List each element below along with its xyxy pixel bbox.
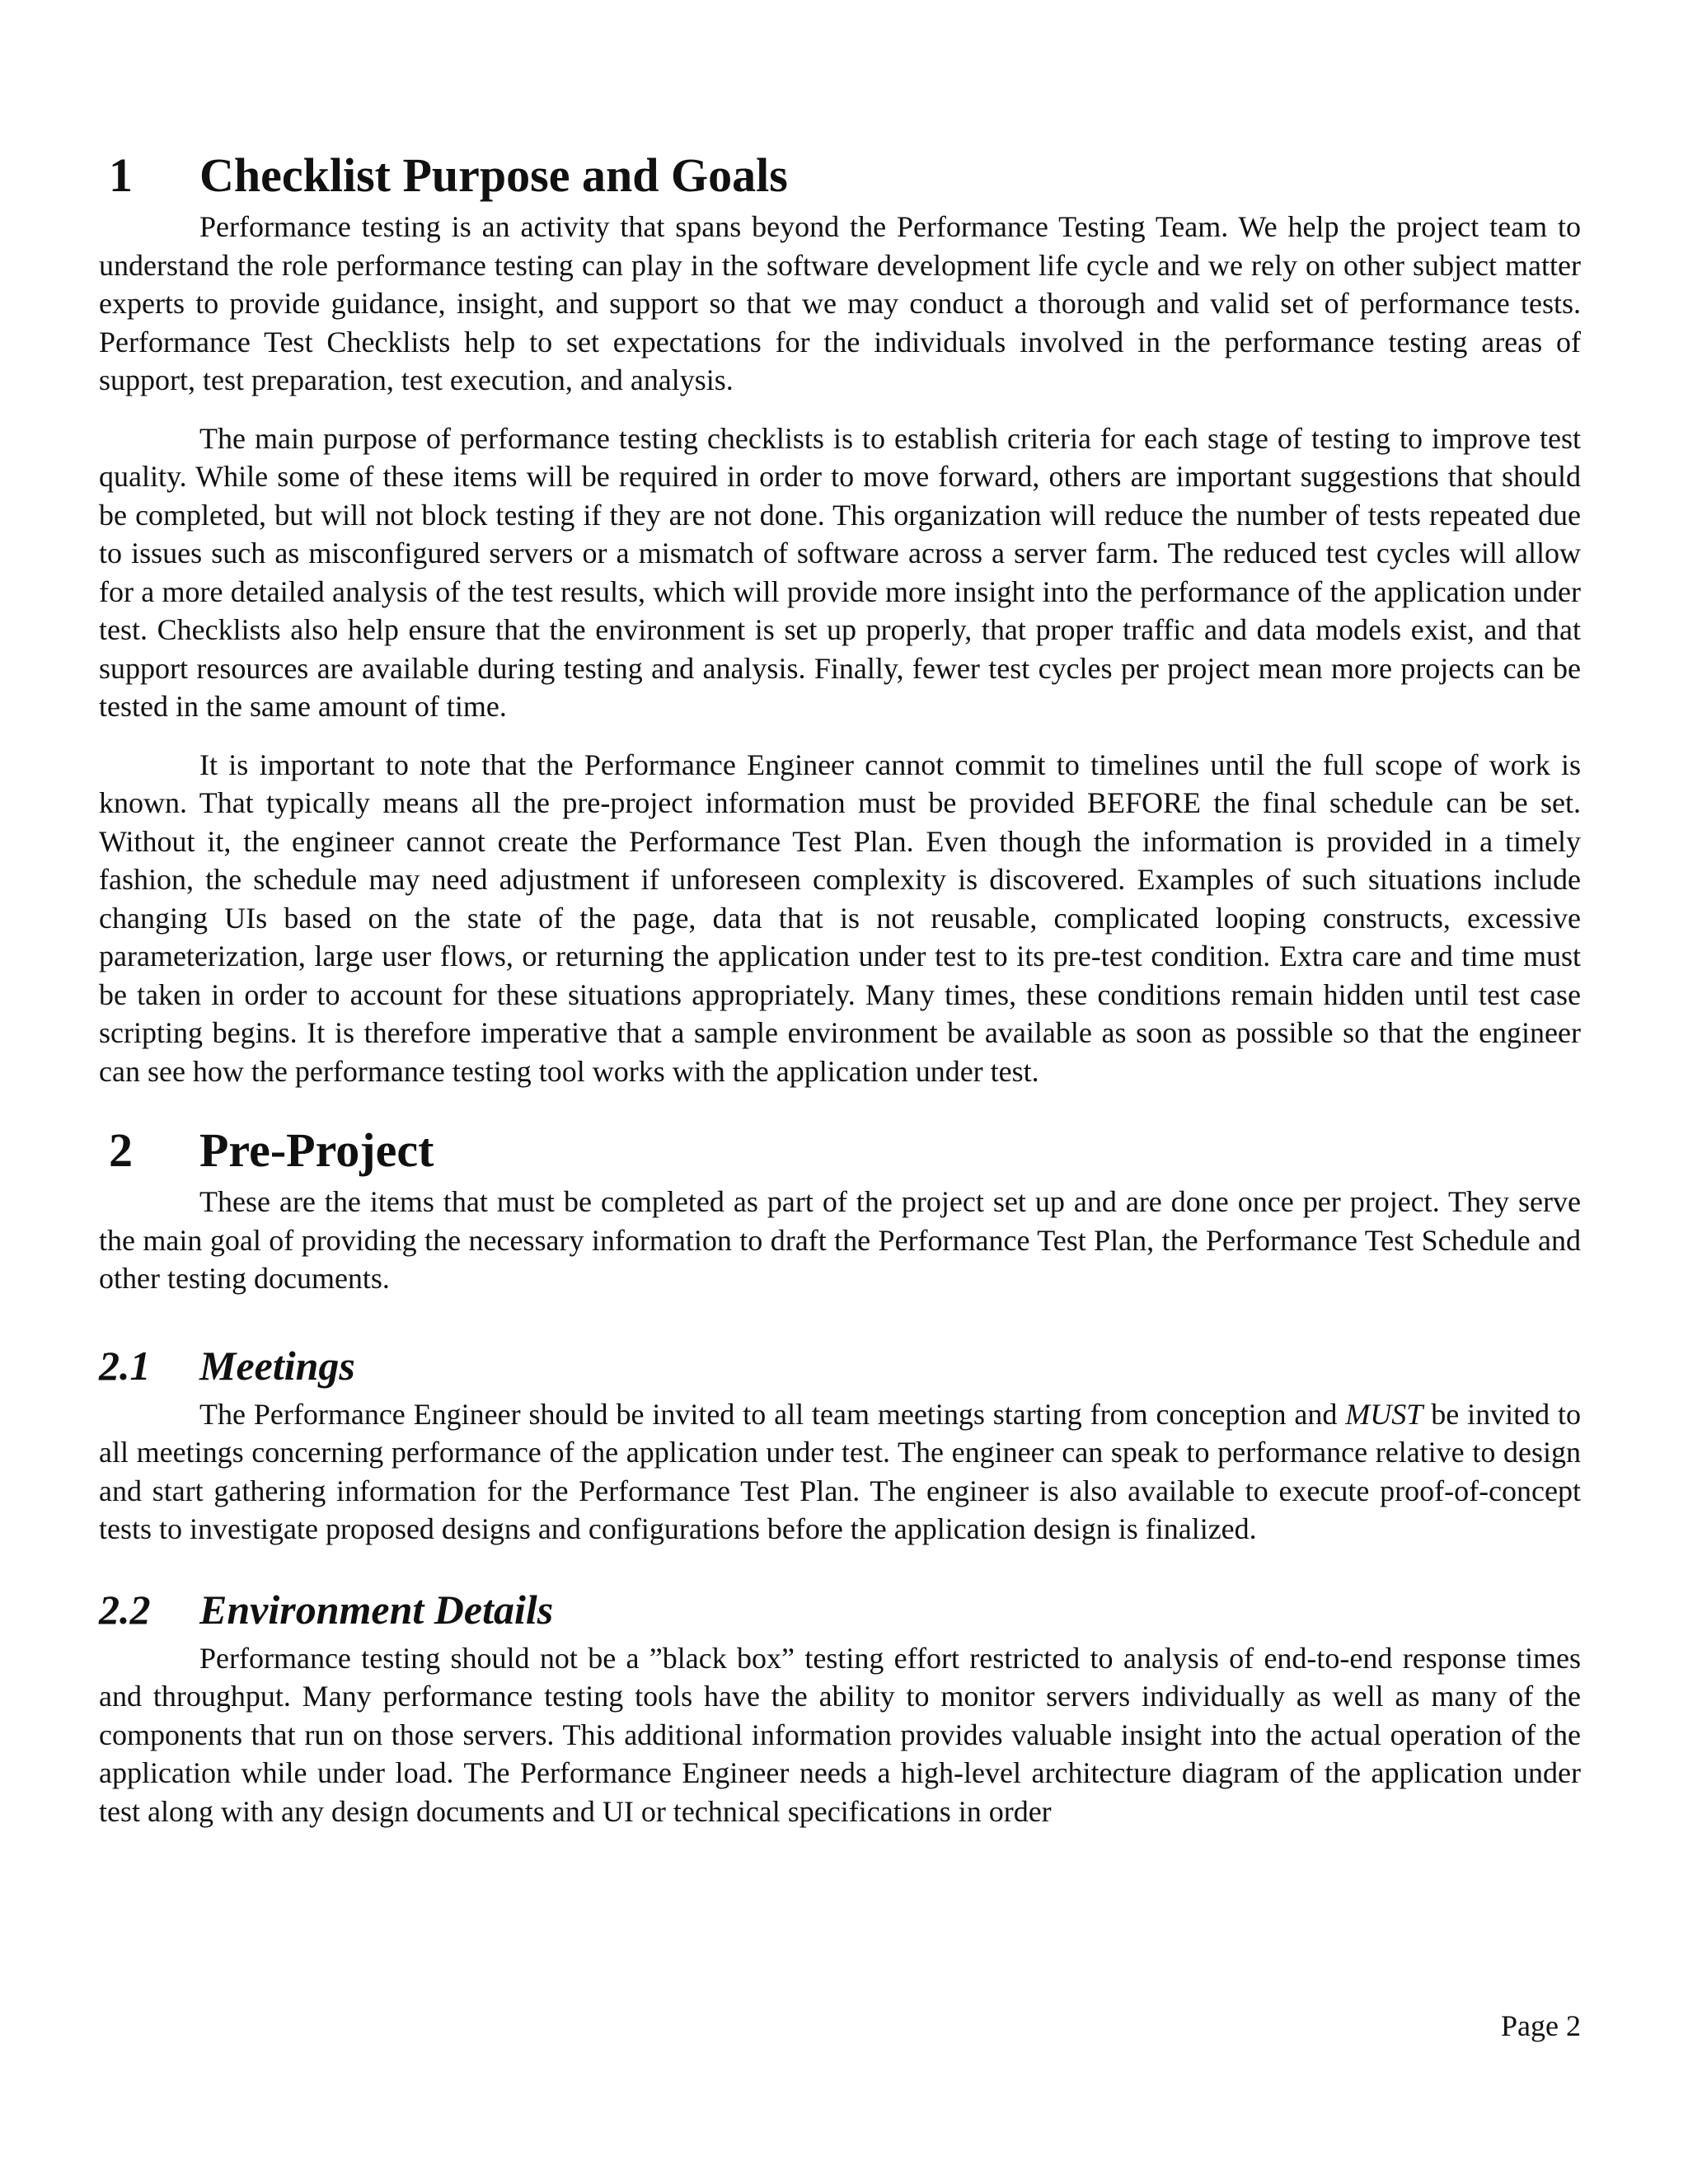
section-2-1-number: 2.1 [99,1342,151,1389]
section-2-1-heading [99,1341,1581,1390]
section-2-2-paragraph-1: Performance testing should not be a ”black box” testing effort restricted to analysis of end-to-end response times and throughput. Many performance testing tools have the ability to monitor servers individually as well as many of the components that run on those servers. This additional information provides valuable insight into the actual operation of the application while under load. The Performance Engineer needs a high-level architecture diagram of the application under test along with any design documents and UI or technical specifications in order [99,1641,1581,1828]
section-2-1-text-before: The Performance Engineer should be invited to all team meetings starting from conception and [199,1397,1346,1431]
section-2-1-paragraph-1 [99,1395,1581,1549]
page-number: Page 2 [1501,2009,1581,2042]
section-2-number: 2 [109,1123,133,1177]
section-2-paragraph-1: These are the items that must be completed as part of the project set up and are done once per project. They serve the main goal of providing the necessary information to draft the Performance Test Plan, the Performance Test Schedule and other testing documents. [99,1185,1581,1295]
section-1-paragraph-1: Performance testing is an activity that spans beyond the Performance Testing Team. We help the project team to understand the role performance testing can play in the software development life cycle and we rely on other subject matter experts to provide guidance, insight, and support so that we may conduct a thorough and valid set of performance tests. Performance Test Checklists help to set expectations for the individuals involved in the performance testing areas of support, test preparation, test execution, and analysis. [99,210,1581,396]
section-1-heading [99,148,1581,203]
section-2-1-title: Meetings [199,1342,355,1389]
section-2-2-number: 2.2 [99,1586,151,1633]
section-2-heading [99,1123,1581,1178]
document-page [99,148,1581,1830]
section-2-2-title: Environment Details [199,1586,554,1633]
section-2-1-emphasis: MUST [1345,1397,1423,1431]
section-2-1-text-after: be invited to all meetings concerning performance of the application under test. The engineer can speak to performance relative to design and start gathering information for the Performance Test Plan. The engineer is also available to execute proof-of-concept tests to investigate proposed designs and configurations before the application design is finalized. [99,1397,1581,1545]
section-1-title: Checklist Purpose and Goals [199,148,788,202]
section-2-title: Pre-Project [199,1123,434,1177]
section-1-number: 1 [109,148,133,202]
section-2-2-heading [99,1585,1581,1634]
section-1-paragraph-3: It is important to note that the Performance Engineer cannot commit to timelines until the full scope of work is known. That typically means all the pre-project information must be provided BEFORE the final schedule can be set. Without it, the engineer cannot create the Performance Test Plan. Even though the information is provided in a timely fashion, the schedule may need adjustment if unforeseen complexity is discovered. Examples of such situations include changing UIs based on the state of the page, data that is not reusable, complicated looping constructs, excessive parameterization, large user flows, or returning the application under test to its pre-test condition. Extra care and time must be taken in order to account for these situations appropriately. Many times, these conditions remain hidden until test case scripting begins. It is therefore imperative that a sample environment be available as soon as possible so that the engineer can see how the performance testing tool works with the application under test. [99,748,1581,1088]
section-1-paragraph-2: The main purpose of performance testing checklists is to establish criteria for each stage of testing to improve test quality. While some of these items will be required in order to move forward, others are important suggestions that should be completed, but will not block testing if they are not done. This organization will reduce the number of tests repeated due to issues such as misconfigured servers or a mismatch of software across a server farm. The reduced test cycles will allow for a more detailed analysis of the test results, which will provide more insight into the performance of the application under test. Checklists also help ensure that the environment is set up properly, that proper traffic and data models exist, and that support resources are available during testing and analysis. Finally, fewer test cycles per project mean more projects can be tested in the same amount of time. [99,421,1581,723]
